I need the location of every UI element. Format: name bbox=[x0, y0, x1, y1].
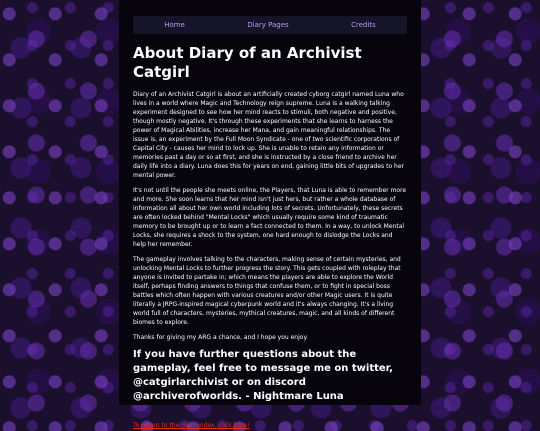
return-to-index-link[interactable]: To return to the main index, click here! bbox=[133, 421, 250, 429]
content-column bbox=[119, 0, 421, 429]
nav-diary-pages-link[interactable]: Diary Pages bbox=[247, 21, 289, 29]
gameplay-paragraph: The gameplay involves talking to the characters, making sense of certain mysteries, and unlocking Mental Locks to further progress the story. This gets coupled with roleplay that anyone is invited to partake in; which means the players are able to explore the World itself, perhaps finding answers to things that confuse them, or to fight in special boss battles which often happen with various creatures and/or other Magic users. It is quite literally a JRPG-inspired magical cyberpunk world and it's always changing. It's a living world full of characters, mysteries, mythical creatures, magic, and all kinds of different biomes to explore. bbox=[133, 255, 401, 326]
page-title: About Diary of an Archivist Catgirl bbox=[133, 44, 362, 81]
intro-paragraph: Diary of an Archivist Catgirl is about an artificially created cyborg catgirl named Luna who lives in a world where Magic and Technology reign supreme. Luna is a walking talking experiment designed to see how her mind reacts to stimuli, both negative and positive, though mostly negative. It's through these experiments that she learns to harness the power of Magical Abilities, increase her Mana, and gain meaningful relationships. The issue is, an experiment by the Full Moon Syndicate - one of two scientific corporations of Capital City - causes her mind to lock up. She is unable to retain any information or memories past a day or so at first, and she is instructed by a close friend to archive her daily life into a diary. Luna does this for years on end, gaining little bits of upgrades to her mental power. bbox=[133, 90, 404, 179]
nav-home-link[interactable]: Home bbox=[164, 21, 185, 29]
top-nav bbox=[133, 16, 407, 34]
thanks-paragraph: Thanks for giving my ARG a chance, and I hope you enjoy. bbox=[133, 333, 309, 341]
nav-credits-link[interactable]: Credits bbox=[351, 21, 376, 29]
players-paragraph: It's not until the people she meets online, the Players, that Luna is able to remember more and more. She soon learns that her mind isn't just hers, but rather a whole database of information all about her own world including lots of secrets. Unfortunately, these secrets are often locked behind "Mental Locks" which usually require some kind of traumatic memory to be brought up or to learn a fact connected to them. In a way, to unlock Mental Locks, she requires a shock to the system, one hard enough to dislodge the Locks and help her remember. bbox=[133, 186, 407, 248]
contact-heading: If you have further questions about the gameplay, feel free to message me on twitter, @catgirlarchivist or on discord @archiverofworlds. - Nightmare Luna bbox=[133, 348, 393, 402]
